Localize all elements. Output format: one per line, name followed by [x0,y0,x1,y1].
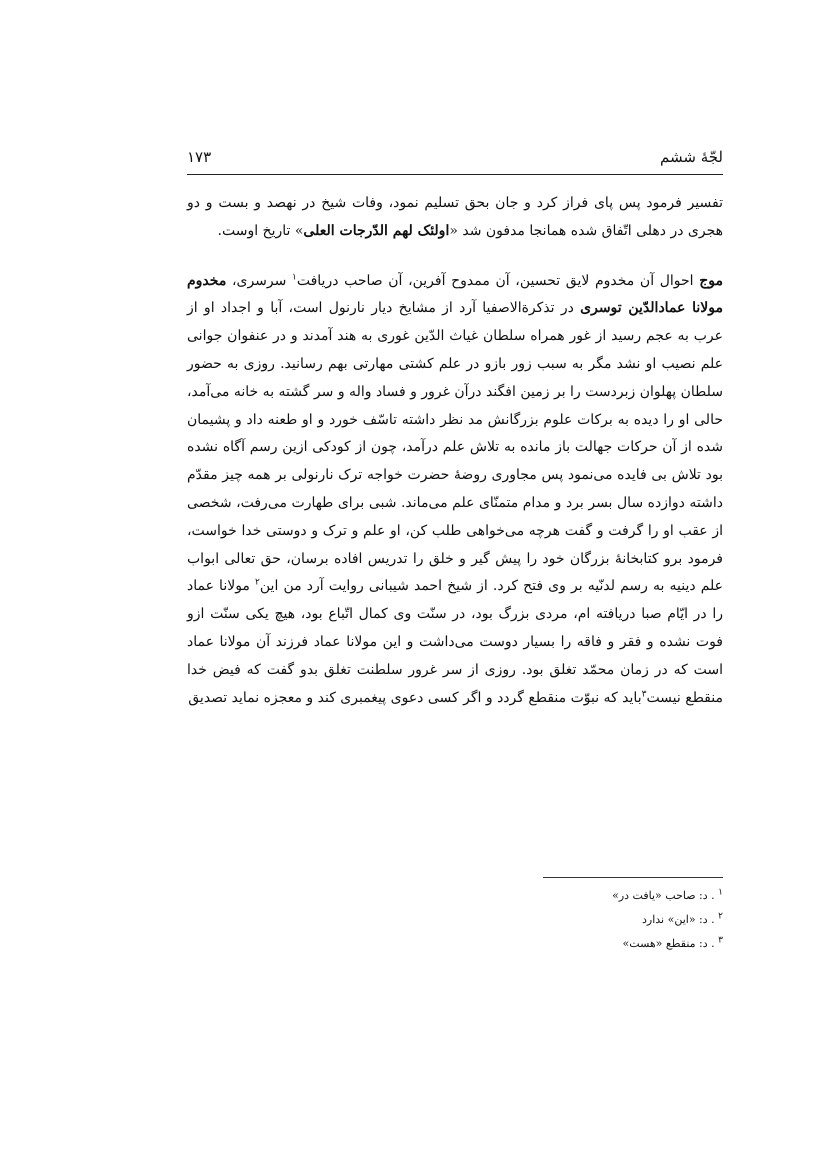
footnote [423,884,723,908]
footnote [423,932,723,956]
section-keyword: موج [699,272,723,289]
footnote-number: ۳ [718,935,723,946]
text-run: » تاریخ اوست. [217,222,304,239]
text-run: احوال آن مخدوم لایق تحسین، آن ممدوح آفرین، آن صاحب دریافت [296,272,700,289]
text-run: سرسری، [226,272,292,289]
text-run: در تذکرةالاصفیا آرد از مشایخ دیار نارنول است، آبا و اجداد او از عرب به عجم رسید از غور همراه سلطان غیاث الدّین غوری به هند آمدند و در عنفوان جوانی علم نصیب او نشد مگر به سبب زور بازو در علم کشتی مهارتی بهم رسانید. روزی به حضور سلطان پهلوان زبردست را بر زمین افگند درآن غرور و فساد واله و سر گشته به خانه می‌آمد، حالی او را دیده به برکات علوم بزرگانش مد نظر داشته تاسّف خورد و او طعنه داد و پشیمان شده از آن حرکات جهالت باز مانده به تلاش علم درآمد، چون از کودکی ازین رسم آگاه نشده بود تلاش بی فایده می‌نمود پس مجاوری روضهٔ حضرت خواجه ترک نارنولی بر همه چیز مقدّم داشته دوازده سال بسر برد و مدام متمنّای علم می‌ماند. شبی برای طهارت می‌رفت، شخصی از عقب او را گرفت و گفت هرچه می‌خواهی طلب کن، او علم و ترک و دوستی خدا خواست، فرمود برو کتابخانهٔ بزرگان خود را پیش گیر و خلق را تدریس افاده برسان، حق تعالی ابواب علم دینیه به رسم لدنّیه بر وی فتح کرد. از شیخ احمد شیبانی روایت آرد من این [187,300,723,595]
footnote-text: . د: منقطع «هست» [622,937,719,950]
footnote-text: . د: صاحب «یافت در» [612,889,719,902]
person-name: مخدوم مولانا عمادالدّین توسری [187,272,723,317]
header-rule [187,174,723,175]
body-text [187,190,723,712]
text-run: باید که نبوّت منقطع گردد و اگر کسی دعوی پیغمبری کند و معجزه نماید تصدیق [188,689,642,706]
bold-phrase: اولئک لهم الدّرجات العلی [303,222,450,239]
footnote-ref: ۲ [255,577,260,588]
chapter-title: لجّهٔ ششم [660,148,723,166]
footnote-ref: ۱ [292,271,297,282]
footnote-number: ۱ [718,887,723,898]
paragraph-2 [187,268,723,713]
running-header [187,148,723,172]
footnote [423,908,723,932]
page-number: ۱۷۳ [187,148,212,166]
paragraph-1 [187,190,723,246]
footnote-rule [543,877,723,878]
document-page [187,0,723,1169]
footnotes [423,884,723,956]
footnote-number: ۲ [718,911,723,922]
text-run: تفسیر فرمود پس پای فراز کرد و جان بحق تسلیم نمود، وفات شیخ در نهصد و بست و دو هجری در دهلی اتّفاق شده همانجا مدفون شد « [187,195,723,239]
text-run: مولانا عماد را در ایّام صبا دریافته ام، مردی بزرگ بود، در سنّت وی کمال اتّباع بود، هیچ یکی سنّت ازو فوت نشده و فقر و فاقه را بسیار دوست می‌داشت و این مولانا عماد فرزند آن مولانا عماد است که در زمان محمّد تغلق بود. روزی از سر غرور سلطنت تغلق بدو گفت که فیض خدا منقطع نیست [187,578,723,706]
footnote-text: . د: «این» ندارد [642,913,719,926]
footnote-ref: ۳ [641,688,647,699]
